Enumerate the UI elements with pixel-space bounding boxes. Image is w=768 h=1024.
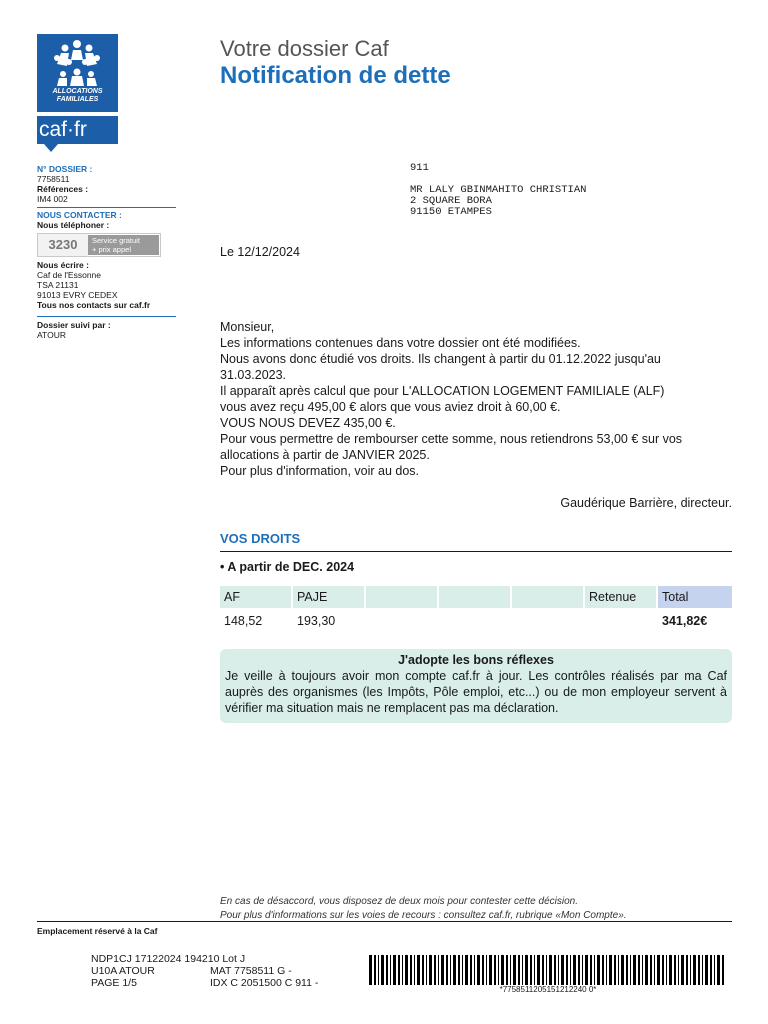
letter-line: allocations à partir de JANVIER 2025. <box>220 448 430 462</box>
phone-tag-line-1: Service gratuit <box>92 236 140 245</box>
value-paje: 193,30 <box>297 614 336 628</box>
letter-line: Nous avons donc étudié vos droits. Ils changent à partir du 01.12.2022 jusqu'au <box>220 352 661 366</box>
recipient-city: 91150 ETAMPES <box>410 206 492 218</box>
all-contacts-link[interactable]: Tous nos contacts sur caf.fr <box>37 300 151 310</box>
caf-logo <box>37 34 118 112</box>
barcode-bar <box>554 955 556 985</box>
letter-date: Le 12/12/2024 <box>220 245 300 259</box>
references-value: IM4 002 <box>37 194 68 204</box>
write-block <box>37 260 177 310</box>
code-line: U10A ATOUR <box>91 965 155 977</box>
code-line: PAGE 1/5 <box>91 977 137 989</box>
write-label: Nous écrire : <box>37 260 89 270</box>
barcode-bar <box>426 955 427 985</box>
references-label: Références : <box>37 184 89 194</box>
barcode-bar <box>489 955 492 985</box>
code-line: NDP1CJ 17122024 194210 Lot J <box>91 953 246 965</box>
barcode-bar <box>630 955 631 985</box>
barcode-bar <box>618 955 619 985</box>
barcode-bar <box>570 955 571 985</box>
brand-tail <box>44 144 58 152</box>
barcode-bar <box>542 955 544 985</box>
letter-line: 31.03.2023. <box>220 368 287 382</box>
barcode-bar <box>402 955 403 985</box>
barcode-bar <box>590 955 592 985</box>
letter-line: VOUS NOUS DEVEZ 435,00 €. <box>220 416 396 430</box>
family-icon <box>37 38 118 90</box>
col-header-retenue: Retenue <box>585 586 656 608</box>
address-line: TSA 21131 <box>37 280 79 290</box>
value-total: 341,82€ <box>662 614 708 628</box>
followed-label: Dossier suivi par : <box>37 320 111 330</box>
recourse-note: Pour plus d'informations sur les voies de recours : consultez caf.fr, rubrique «Mon Compte». <box>220 910 627 921</box>
sidebar-info <box>37 164 177 204</box>
col-header-empty <box>439 586 510 608</box>
barcode-bar <box>446 955 448 985</box>
page-subtitle: Notification de dette <box>220 62 451 89</box>
index-codes <box>210 965 318 989</box>
barcode-bar <box>674 955 676 985</box>
barcode-bar <box>506 955 508 985</box>
page-title: Votre dossier Caf <box>220 36 389 61</box>
dossier-label: N° DOSSIER : <box>37 164 93 174</box>
barcode-bar <box>486 955 487 985</box>
barcode-bar <box>369 955 372 985</box>
barcode-bar <box>422 955 424 985</box>
followed-block <box>37 320 177 340</box>
col-header-empty <box>366 586 437 608</box>
barcode-bar <box>633 955 636 985</box>
barcode-bar <box>429 955 432 985</box>
barcode-bar <box>566 955 568 985</box>
barcode-bar <box>585 955 588 985</box>
address-line: Caf de l'Essonne <box>37 270 101 280</box>
logo-line-1: ALLOCATIONS <box>52 88 103 95</box>
code-line: IDX C 2051500 C 911 - <box>210 977 319 989</box>
barcode-bar <box>642 955 643 985</box>
barcode-bar <box>669 955 672 985</box>
barcode-bar <box>558 955 559 985</box>
barcode-bar <box>518 955 520 985</box>
barcode-bar <box>609 955 612 985</box>
barcode-bar <box>662 955 664 985</box>
barcode-bar <box>549 955 552 985</box>
barcode-bar <box>666 955 667 985</box>
phone-number: 3230 <box>38 234 88 256</box>
rights-rule <box>220 551 732 552</box>
barcode-bar <box>654 955 655 985</box>
barcode-bar <box>390 955 391 985</box>
barcode-bar <box>573 955 576 985</box>
barcode-bar <box>702 955 703 985</box>
recipient-code: 911 <box>410 162 429 174</box>
dossier-value: 7758511 <box>37 174 70 184</box>
barcode-bar <box>513 955 516 985</box>
address-line: 91013 EVRY CEDEX <box>37 290 118 300</box>
rights-table <box>220 586 732 632</box>
letter-line: Pour plus d'information, voir au dos. <box>220 464 420 478</box>
barcode-bar <box>378 955 379 985</box>
barcode-bar <box>681 955 684 985</box>
barcode-bar <box>690 955 691 985</box>
barcode-bar <box>710 955 712 985</box>
barcode-bar <box>638 955 640 985</box>
barcode-bar <box>561 955 564 985</box>
barcode-bar <box>597 955 600 985</box>
footer-rule <box>37 921 732 922</box>
barcode-bar <box>582 955 583 985</box>
barcode-bar <box>510 955 511 985</box>
barcode-bar <box>458 955 460 985</box>
col-header-total: Total <box>658 586 732 608</box>
barcode-bar <box>453 955 456 985</box>
signature: Gaudérique Barrière, directeur. <box>560 496 732 510</box>
barcode-bar <box>525 955 528 985</box>
sidebar-divider <box>37 207 176 208</box>
letter-line: Il apparaît après calcul que pour L'ALLOCATION LOGEMENT FAMILIALE (ALF) <box>220 384 665 398</box>
barcode-bar <box>477 955 480 985</box>
value-af: 148,52 <box>224 614 263 628</box>
barcode-bar <box>386 955 388 985</box>
barcode-bar <box>650 955 652 985</box>
barcode-bar <box>465 955 468 985</box>
code-line: MAT 7758511 G - <box>210 965 292 977</box>
barcode-bar <box>522 955 523 985</box>
reserved-label: Emplacement réservé à la Caf <box>37 926 158 936</box>
recipient-street: 2 SQUARE BORA <box>410 195 492 207</box>
table-header-row <box>220 586 732 608</box>
barcode-bar <box>534 955 535 985</box>
rights-period: • A partir de DEC. 2024 <box>220 560 355 574</box>
barcode-bar <box>405 955 408 985</box>
letter-line: Les informations contenues dans votre dossier ont été modifiées. <box>220 336 581 350</box>
barcode-bar <box>381 955 384 985</box>
barcode-bar <box>482 955 484 985</box>
reflex-text: Je veille à toujours avoir mon compte caf.fr à jour. Les contrôles réalisés par ma Caf auprès des organismes (les Impôts, Pôle emploi, etc...) ou de mon employeur servent à vérifier ma situation mais ne remplacent pas ma déclaration. <box>225 669 727 715</box>
barcode-bar <box>606 955 607 985</box>
barcode-bar <box>657 955 660 985</box>
barcode-bar <box>398 955 400 985</box>
barcode-bar <box>462 955 463 985</box>
barcode-bar <box>414 955 415 985</box>
barcode-bar <box>645 955 648 985</box>
barcode-bar <box>393 955 396 985</box>
recipient-name: MR LALY GBINMAHITO CHRISTIAN <box>410 184 587 196</box>
barcode-text: *7758511205151212240 0* <box>499 985 597 994</box>
col-header-paje: PAJE <box>293 586 364 608</box>
letter-body <box>220 319 735 479</box>
barcode-bar <box>374 955 376 985</box>
barcode-bar <box>537 955 540 985</box>
col-header-empty <box>512 586 583 608</box>
col-header-af: AF <box>220 586 291 608</box>
barcode-bar <box>722 955 724 985</box>
barcode-bar <box>498 955 499 985</box>
reflex-title: J'adopte les bons réflexes <box>398 653 554 667</box>
phone-badge <box>37 233 161 257</box>
barcode-bar <box>530 955 532 985</box>
logo-line-2: FAMILIALES <box>56 96 99 103</box>
contact-heading: NOUS CONTACTER : <box>37 210 122 220</box>
table-row <box>220 610 732 632</box>
caf-fr-brand: caf·fr <box>37 116 118 144</box>
rights-title: VOS DROITS <box>220 531 301 546</box>
barcode-bar <box>441 955 444 985</box>
phone-tag <box>88 235 159 255</box>
letter-line: vous avez reçu 495,00 € alors que vous aviez droit à 60,00 €. <box>220 400 561 414</box>
recipient-address <box>410 185 586 218</box>
followed-value: ATOUR <box>37 330 66 340</box>
barcode-bar <box>438 955 439 985</box>
letter-line: Pour vous permettre de rembourser cette somme, nous retiendrons 53,00 € sur vos <box>220 432 683 446</box>
barcode-bar <box>693 955 696 985</box>
barcode-bar <box>717 955 720 985</box>
barcode-bar <box>705 955 708 985</box>
barcode-bar <box>410 955 412 985</box>
phone-label: Nous téléphoner : <box>37 220 110 230</box>
barcode-bar <box>474 955 475 985</box>
barcode-bar <box>546 955 547 985</box>
barcode-bar <box>714 955 715 985</box>
letter-line: Monsieur, <box>220 320 275 334</box>
reflex-box <box>220 649 732 723</box>
contact-block <box>37 210 177 230</box>
barcode-bar <box>621 955 624 985</box>
barcode-bar <box>494 955 496 985</box>
barcode-bar <box>434 955 436 985</box>
barcode-bar <box>678 955 679 985</box>
barcode-bar <box>450 955 451 985</box>
sidebar-divider <box>37 316 176 317</box>
barcode-bar <box>614 955 616 985</box>
dispute-note: En cas de désaccord, vous disposez de deux mois pour contester cette décision. <box>220 896 578 907</box>
barcode-bar <box>417 955 420 985</box>
barcode-bar <box>602 955 604 985</box>
barcode-bar <box>626 955 628 985</box>
barcode-bar <box>594 955 595 985</box>
phone-tag-line-2: + prix appel <box>92 245 131 254</box>
barcode-bar <box>470 955 472 985</box>
barcode <box>369 955 727 985</box>
barcode-bar <box>698 955 700 985</box>
barcode-bar <box>686 955 688 985</box>
barcode-bar <box>501 955 504 985</box>
barcode-bar <box>578 955 580 985</box>
